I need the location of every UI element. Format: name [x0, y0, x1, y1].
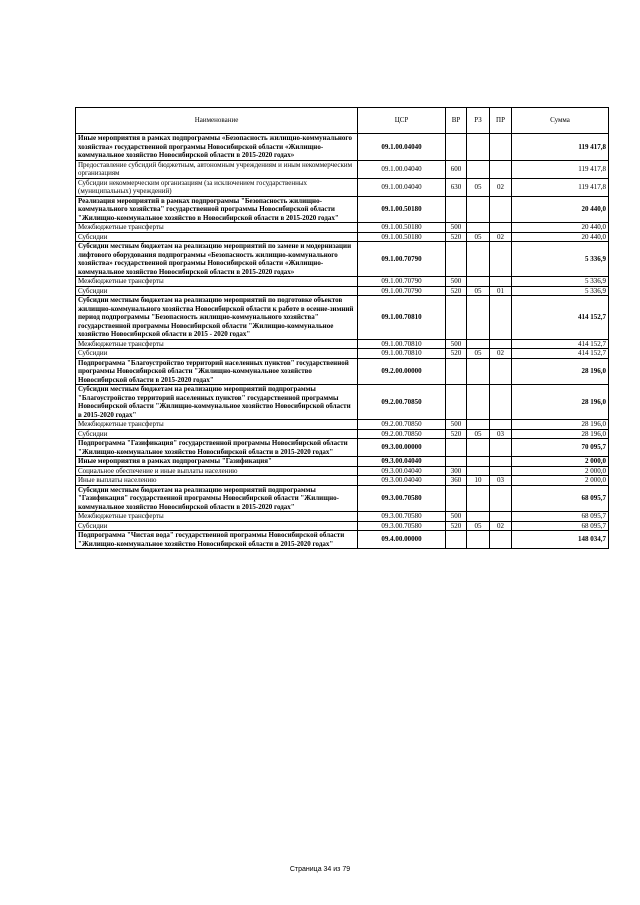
cell-vr: 500	[446, 223, 467, 233]
cell-sum: 68 095,7	[512, 512, 609, 522]
cell-sum: 68 095,7	[512, 485, 609, 512]
cell-sum: 148 034,7	[512, 531, 609, 549]
budget-table	[75, 107, 609, 549]
cell-vr	[446, 358, 467, 385]
page-footer: Страница 34 из 79	[289, 866, 351, 873]
header-vr: ВР	[446, 108, 467, 134]
cell-pr	[490, 242, 512, 277]
cell-pr: 02	[490, 349, 512, 359]
cell-sum: 20 440,0	[512, 196, 609, 223]
table-row	[76, 429, 609, 439]
cell-sum: 5 336,9	[512, 242, 609, 277]
cell-name: Субсидии	[76, 521, 358, 531]
budget-sheet	[75, 107, 608, 549]
cell-vr: 500	[446, 420, 467, 430]
cell-rz	[467, 485, 490, 512]
cell-vr	[446, 196, 467, 223]
cell-rz: 05	[467, 429, 490, 439]
cell-vr	[446, 296, 467, 340]
cell-rz	[467, 339, 490, 349]
cell-vr: 360	[446, 476, 467, 486]
cell-sum: 20 440,0	[512, 223, 609, 233]
cell-vr	[446, 439, 467, 457]
cell-name: Реализация мероприятий в рамках подпрограммы "Безопасность жилищно-коммунального хозяйства" государственной программы Новосибирской области "Жилищно-коммунальное хозяйство в Новосибирской области в 2015-2020 годах"	[76, 196, 358, 223]
cell-name: Субсидии некоммерческим организациям (за исключением государственных (муниципальных) учреждений)	[76, 178, 358, 196]
table-row	[76, 134, 609, 161]
cell-rz	[467, 439, 490, 457]
cell-csr: 09.1.00.70790	[358, 286, 446, 296]
cell-csr: 09.1.00.50180	[358, 196, 446, 223]
cell-sum: 28 196,0	[512, 385, 609, 420]
cell-pr	[490, 339, 512, 349]
cell-csr: 09.1.00.50180	[358, 223, 446, 233]
cell-sum: 5 336,9	[512, 277, 609, 287]
cell-csr: 09.1.00.70810	[358, 349, 446, 359]
cell-vr: 500	[446, 277, 467, 287]
cell-pr: 03	[490, 429, 512, 439]
cell-rz	[467, 466, 490, 476]
cell-sum: 119 417,8	[512, 178, 609, 196]
table-row	[76, 420, 609, 430]
cell-name: Субсидии	[76, 349, 358, 359]
cell-rz: 05	[467, 286, 490, 296]
cell-rz	[467, 385, 490, 420]
header-name: Наименование	[76, 108, 358, 134]
cell-rz	[467, 296, 490, 340]
cell-name: Межбюджетные трансферты	[76, 223, 358, 233]
cell-vr: 300	[446, 466, 467, 476]
cell-csr: 09.2.00.70850	[358, 429, 446, 439]
cell-sum: 68 095,7	[512, 521, 609, 531]
table-row	[76, 439, 609, 457]
table-row	[76, 521, 609, 531]
table-row	[76, 531, 609, 549]
cell-rz: 05	[467, 232, 490, 242]
cell-vr: 520	[446, 429, 467, 439]
cell-csr: 09.2.00.00000	[358, 358, 446, 385]
table-body	[76, 134, 609, 549]
cell-name: Субсидии местным бюджетам на реализацию мероприятий по замене и модернизации лифтового оборудования подпрограммы «Безопасность жилищно-коммунального хозяйства» государственной программы Новосибирской области «Жилищно-коммунальное хозяйство Новосибирской области в 2015-2020 годах»	[76, 242, 358, 277]
table-row	[76, 223, 609, 233]
cell-vr	[446, 134, 467, 161]
cell-csr: 09.3.00.70580	[358, 485, 446, 512]
table-row	[76, 349, 609, 359]
cell-vr	[446, 242, 467, 277]
cell-vr: 630	[446, 178, 467, 196]
cell-name: Иные выплаты населению	[76, 476, 358, 486]
cell-csr: 09.1.00.70790	[358, 277, 446, 287]
cell-rz	[467, 420, 490, 430]
cell-csr: 09.1.00.70790	[358, 242, 446, 277]
cell-csr: 09.3.00.70580	[358, 521, 446, 531]
cell-rz	[467, 134, 490, 161]
cell-pr: 02	[490, 232, 512, 242]
cell-sum: 414 152,7	[512, 296, 609, 340]
table-row	[76, 196, 609, 223]
cell-csr: 09.1.00.70810	[358, 296, 446, 340]
cell-csr: 09.1.00.50180	[358, 232, 446, 242]
cell-rz	[467, 223, 490, 233]
cell-rz: 05	[467, 178, 490, 196]
cell-csr: 09.3.00.04040	[358, 457, 446, 467]
cell-pr	[490, 196, 512, 223]
header-sum: Сумма	[512, 108, 609, 134]
cell-sum: 20 440,0	[512, 232, 609, 242]
table-row	[76, 178, 609, 196]
cell-sum: 28 196,0	[512, 429, 609, 439]
cell-sum: 2 000,0	[512, 466, 609, 476]
cell-vr: 500	[446, 512, 467, 522]
cell-sum: 5 336,9	[512, 286, 609, 296]
cell-rz	[467, 457, 490, 467]
cell-pr: 02	[490, 521, 512, 531]
cell-name: Субсидии	[76, 232, 358, 242]
cell-name: Субсидии местным бюджетам на реализацию мероприятий по подготовке объектов жилищно-коммунального хозяйства Новосибирской области к работе в осенне-зимний период подпрограммы "Безопасность жилищно-коммунального хозяйства" государственной программы Новосибирской области "Жилищно-коммунальное хозяйство Новосибирской области в 2015 - 2020 годах"	[76, 296, 358, 340]
cell-pr	[490, 512, 512, 522]
cell-rz	[467, 358, 490, 385]
cell-pr: 02	[490, 178, 512, 196]
cell-name: Социальное обеспечение и иные выплаты населению	[76, 466, 358, 476]
cell-pr	[490, 296, 512, 340]
cell-pr	[490, 485, 512, 512]
cell-vr: 500	[446, 339, 467, 349]
cell-csr: 09.1.00.04040	[358, 178, 446, 196]
cell-sum: 2 000,0	[512, 476, 609, 486]
table-row	[76, 286, 609, 296]
cell-rz	[467, 196, 490, 223]
cell-rz: 10	[467, 476, 490, 486]
cell-csr: 09.3.00.70580	[358, 512, 446, 522]
table-row	[76, 512, 609, 522]
cell-csr: 09.3.00.04040	[358, 466, 446, 476]
table-row	[76, 476, 609, 486]
cell-pr	[490, 466, 512, 476]
cell-csr: 09.1.00.04040	[358, 160, 446, 178]
cell-name: Подпрограмма "Газификация" государственной программы Новосибирской области "Жилищно-коммунальное хозяйство Новосибирской области в 2015-2020 годах"	[76, 439, 358, 457]
cell-csr: 09.3.00.04040	[358, 476, 446, 486]
header-pr: ПР	[490, 108, 512, 134]
cell-sum: 119 417,8	[512, 134, 609, 161]
cell-name: Субсидии местным бюджетам на реализацию мероприятий подпрограммы "Благоустройство территорий населенных пунктов" государственной программы Новосибирской области "Жилищно-коммунальное хозяйство Новосибирской области в 2015-2020 годах"	[76, 385, 358, 420]
table-row	[76, 485, 609, 512]
table-row	[76, 277, 609, 287]
cell-vr: 600	[446, 160, 467, 178]
cell-sum: 414 152,7	[512, 339, 609, 349]
cell-pr	[490, 277, 512, 287]
table-row	[76, 385, 609, 420]
cell-pr: 03	[490, 476, 512, 486]
cell-vr	[446, 485, 467, 512]
table-row	[76, 242, 609, 277]
cell-csr: 09.2.00.70850	[358, 385, 446, 420]
cell-vr: 520	[446, 286, 467, 296]
table-header-row	[76, 108, 609, 134]
cell-pr	[490, 134, 512, 161]
cell-pr	[490, 420, 512, 430]
cell-name: Иные мероприятия в рамках подпрограммы "Газификация"	[76, 457, 358, 467]
cell-csr: 09.4.00.00000	[358, 531, 446, 549]
cell-name: Иные мероприятия в рамках подпрограммы «Безопасность жилищно-коммунального хозяйства» государственной программы Новосибирской области «Жилищно-коммунальное хозяйство Новосибирской области в 2015-2020 годах»	[76, 134, 358, 161]
cell-vr: 520	[446, 521, 467, 531]
cell-sum: 28 196,0	[512, 358, 609, 385]
cell-vr	[446, 531, 467, 549]
cell-rz	[467, 277, 490, 287]
cell-rz: 05	[467, 521, 490, 531]
cell-rz	[467, 242, 490, 277]
header-csr: ЦСР	[358, 108, 446, 134]
table-row	[76, 296, 609, 340]
cell-pr	[490, 439, 512, 457]
cell-sum: 70 095,7	[512, 439, 609, 457]
table-row	[76, 232, 609, 242]
table-row	[76, 457, 609, 467]
cell-pr: 01	[490, 286, 512, 296]
cell-name: Предоставление субсидий бюджетным, автономным учреждениям и иным некоммерческим организациям	[76, 160, 358, 178]
cell-rz	[467, 160, 490, 178]
cell-pr	[490, 223, 512, 233]
cell-rz	[467, 512, 490, 522]
cell-vr: 520	[446, 232, 467, 242]
table-row	[76, 466, 609, 476]
cell-vr	[446, 385, 467, 420]
cell-name: Субсидии	[76, 429, 358, 439]
cell-pr	[490, 385, 512, 420]
cell-rz: 05	[467, 349, 490, 359]
cell-sum: 414 152,7	[512, 349, 609, 359]
cell-pr	[490, 531, 512, 549]
cell-pr	[490, 358, 512, 385]
cell-name: Межбюджетные трансферты	[76, 512, 358, 522]
table-row	[76, 358, 609, 385]
cell-rz	[467, 531, 490, 549]
cell-name: Межбюджетные трансферты	[76, 277, 358, 287]
cell-vr: 520	[446, 349, 467, 359]
cell-name: Субсидии местным бюджетам на реализацию мероприятий подпрограммы "Газификация" государственной программы Новосибирской области "Жилищно-коммунальное хозяйство Новосибирской области в 2015-2020 годах"	[76, 485, 358, 512]
cell-sum: 119 417,8	[512, 160, 609, 178]
cell-name: Межбюджетные трансферты	[76, 420, 358, 430]
cell-sum: 2 000,0	[512, 457, 609, 467]
cell-sum: 28 196,0	[512, 420, 609, 430]
cell-csr: 09.2.00.70850	[358, 420, 446, 430]
cell-pr	[490, 160, 512, 178]
cell-name: Субсидии	[76, 286, 358, 296]
cell-name: Подпрограмма "Чистая вода" государственной программы Новосибирской области "Жилищно-коммунальное хозяйство Новосибирской области в 2015-2020 годах"	[76, 531, 358, 549]
cell-csr: 09.3.00.00000	[358, 439, 446, 457]
cell-name: Межбюджетные трансферты	[76, 339, 358, 349]
table-row	[76, 160, 609, 178]
cell-name: Подпрограмма "Благоустройство территорий населенных пунктов" государственной программы Новосибирской области "Жилищно-коммунальное хозяйство Новосибирской области в 2015-2020 годах"	[76, 358, 358, 385]
header-rz: РЗ	[467, 108, 490, 134]
table-row	[76, 339, 609, 349]
cell-csr: 09.1.00.04040	[358, 134, 446, 161]
cell-csr: 09.1.00.70810	[358, 339, 446, 349]
cell-pr	[490, 457, 512, 467]
cell-vr	[446, 457, 467, 467]
